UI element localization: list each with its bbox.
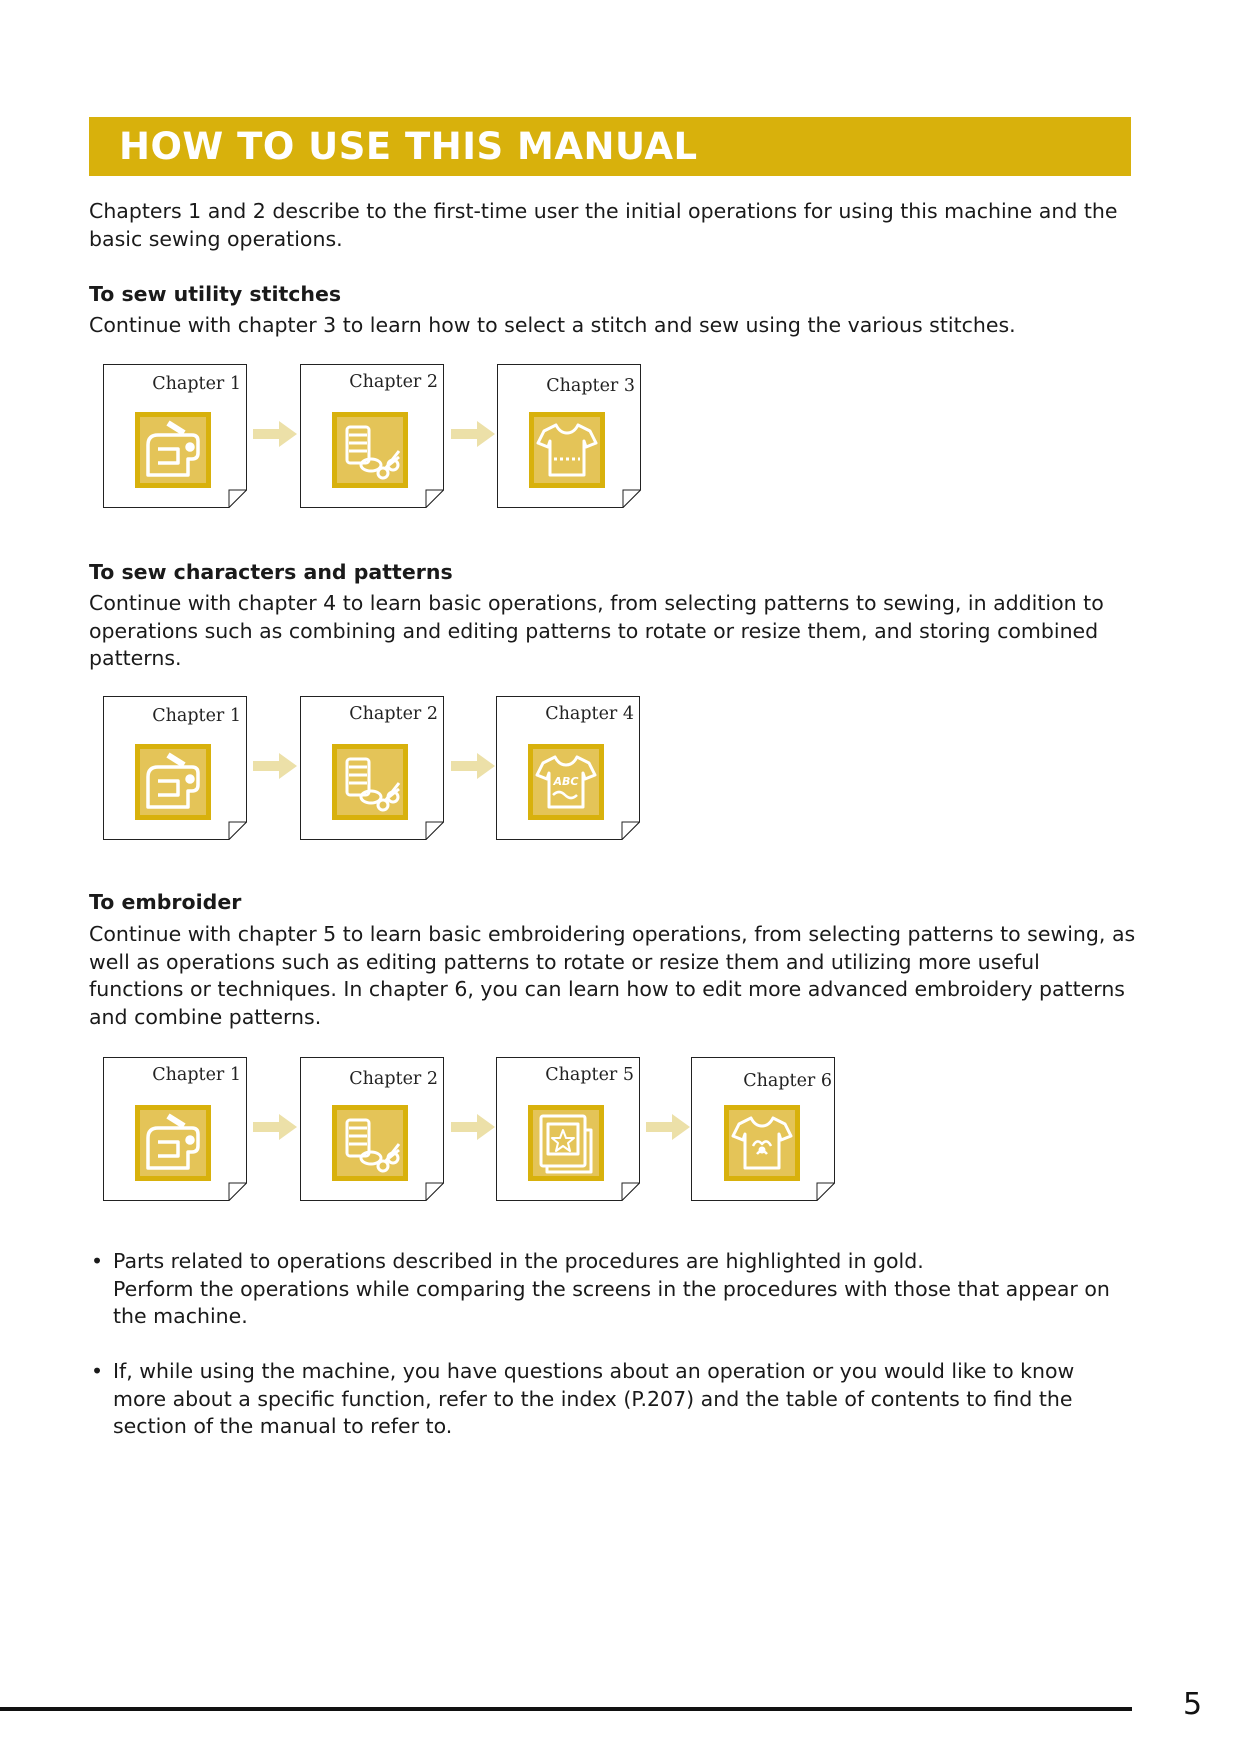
chapter-label: Chapter 2: [349, 1069, 438, 1089]
stitched-shirt-icon: [534, 417, 600, 483]
chapter-card: [496, 696, 640, 840]
chapter-label: Chapter 2: [349, 704, 438, 724]
chapter-card: [103, 696, 247, 840]
section-text-characters: Continue with chapter 4 to learn basic operations, from selecting patterns to sewing, in addition to operations such as combining and editing patterns to rotate or resize them, and storing combined patterns.: [89, 591, 1104, 670]
chapter-card: [103, 1057, 247, 1201]
chapter-card: [300, 1057, 444, 1201]
chapter-label: Chapter 1: [152, 374, 241, 394]
embroidery-frame-icon: [533, 1110, 599, 1176]
chapter-card: [691, 1057, 835, 1201]
section-text-embroider: Continue with chapter 5 to learn basic embroidering operations, from selecting patterns to sewing, as well as operations such as editing patterns to rotate or resize them and utilizing more useful functions or techniques. In chapter 6, you can learn how to edit more advanced embroidery patterns and combine patterns.: [89, 922, 1136, 1029]
footer-rule: [0, 1707, 1132, 1711]
chapter-label: Chapter 5: [545, 1065, 634, 1085]
section-heading-embroider: To embroider: [89, 890, 242, 914]
chapter-card: [103, 364, 247, 508]
character-text: ABC: [553, 775, 579, 788]
thread-spool-scissors-icon: [337, 417, 403, 483]
character-shirt-icon: [533, 749, 599, 815]
arrow-right-icon: [253, 421, 298, 447]
note-line: Perform the operations while comparing the screens in the procedures with those that appear on the machine.: [113, 1276, 1110, 1328]
bullet: •: [91, 1249, 104, 1273]
chapter-label: Chapter 1: [152, 1065, 241, 1085]
sewing-machine-icon: [140, 417, 206, 483]
chapter-card: [300, 364, 444, 508]
arrow-right-icon: [253, 753, 298, 779]
chapter-label: Chapter 2: [349, 372, 438, 392]
note-line: If, while using the machine, you have questions about an operation or you would like to know more about a specific function, refer to the index (P.207) and the table of contents to find the section of the manual to refer to.: [113, 1359, 1075, 1438]
section-heading-characters: To sew characters and patterns: [89, 560, 453, 584]
section-text-utility: Continue with chapter 3 to learn how to select a stitch and sew using the various stitches.: [89, 313, 1016, 337]
chapter-label: Chapter 6: [743, 1071, 832, 1091]
arrow-right-icon: [451, 753, 496, 779]
embroidered-shirt-icon: [729, 1110, 795, 1176]
arrow-right-icon: [646, 1114, 691, 1140]
sewing-machine-icon: [140, 749, 206, 815]
chapter-label: Chapter 1: [152, 706, 241, 726]
sewing-machine-icon: [140, 1110, 206, 1176]
thread-spool-scissors-icon: [337, 1110, 403, 1176]
page-number: 5: [1183, 1687, 1203, 1722]
intro-paragraph: Chapters 1 and 2 describe to the first-time user the initial operations for using this machine and the basic sewing operations.: [89, 199, 1118, 251]
chapter-card: [300, 696, 444, 840]
arrow-right-icon: [253, 1114, 298, 1140]
page-title: HOW TO USE THIS MANUAL: [119, 125, 698, 168]
arrow-right-icon: [451, 421, 496, 447]
note-line: Parts related to operations described in the procedures are highlighted in gold.: [113, 1249, 924, 1273]
arrow-right-icon: [451, 1114, 496, 1140]
thread-spool-scissors-icon: [337, 749, 403, 815]
title-banner: [89, 117, 1131, 176]
bullet: •: [91, 1359, 104, 1383]
section-heading-utility: To sew utility stitches: [89, 282, 342, 306]
chapter-label: Chapter 4: [545, 704, 634, 724]
chapter-card: [497, 364, 641, 508]
chapter-label: Chapter 3: [546, 376, 635, 396]
chapter-card: [496, 1057, 640, 1201]
